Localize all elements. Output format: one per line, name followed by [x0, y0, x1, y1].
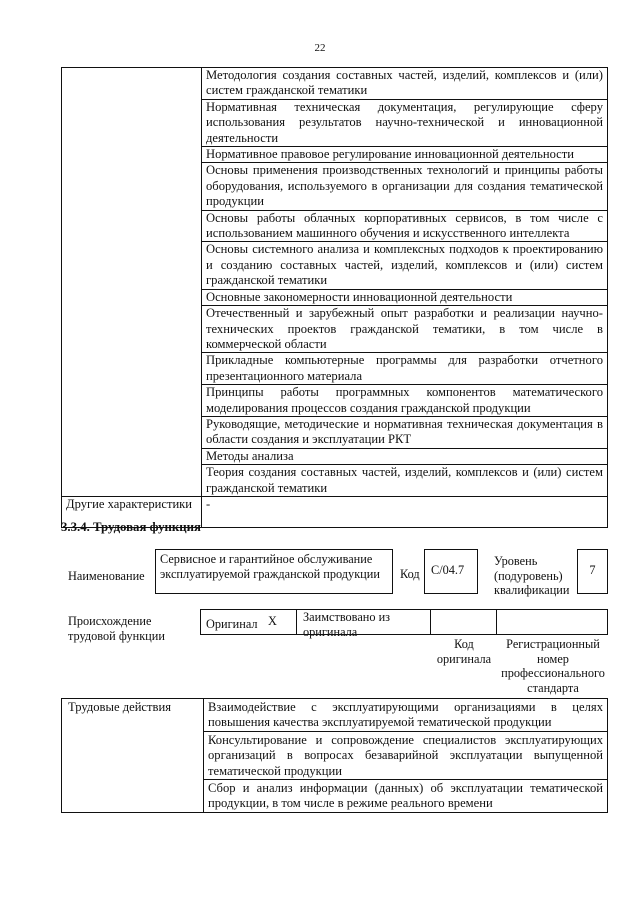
- code-value: С/04.7: [431, 563, 465, 577]
- table-cell: Отечественный и зарубежный опыт разработки и реализации научно-технических проектов гражданской тематики, в том числе в коммерческой области: [202, 306, 608, 353]
- code-box: [424, 549, 478, 594]
- table-row: [62, 68, 608, 100]
- level-label: Уровень (подуровень) квалификации: [494, 554, 570, 597]
- table-cell: Нормативная техническая документация, регулирующие сферу использования результатов научно-технической и инновационной деятельности: [202, 99, 608, 146]
- table-cell: Прикладные компьютерные программы для разработки отчетного презентационного материала: [202, 353, 608, 385]
- divider: [496, 609, 497, 635]
- borrowed-label: Заимствовано из оригинала: [303, 610, 391, 639]
- origin-code-caption: Код оригинала: [436, 637, 492, 666]
- table-row: [62, 699, 608, 732]
- code-label: Код: [400, 567, 420, 581]
- table-cell: Методология создания составных частей, изделий, комплексов и (или) систем гражданской тематики: [202, 68, 608, 100]
- table-cell: Консультирование и сопровождение специалистов эксплуатирующих организаций в вопросах безаварийной эксплуатации выпущенной тематической продукции: [204, 731, 608, 779]
- section-title: 3.3.4. Трудовая функция: [61, 520, 201, 534]
- origin-label: Происхождение трудовой функции: [68, 614, 165, 643]
- table-cell: Основные закономерности инновационной деятельности: [202, 289, 608, 305]
- table-cell: Основы работы облачных корпоративных сервисов, в том числе с использованием машинного обучения и искусственного интеллекта: [202, 210, 608, 242]
- reg-number-caption: Регистрационный номер профессионального стандарта: [501, 637, 605, 695]
- actions-label: Трудовые действия: [62, 699, 204, 813]
- level-box: [577, 549, 608, 594]
- table-cell: Принципы работы программных компонентов математического моделирования процессов создания гражданской продукции: [202, 385, 608, 417]
- level-value: 7: [589, 563, 596, 577]
- page-number: 22: [314, 42, 326, 54]
- table-cell: Сбор и анализ информации (данных) об эксплуатации тематической продукции, в том числе в режиме реального времени: [204, 780, 608, 813]
- table-cell: Основы применения производственных технологий и принципы работы оборудования, используемого в организации для создания тематической продукции: [202, 163, 608, 210]
- table-cell: Нормативное правовое регулирование инновационной деятельности: [202, 147, 608, 163]
- name-label: Наименование: [68, 569, 145, 583]
- table-cell: Руководящие, методические и нормативная техническая документация в области создания и эксплуатации РКТ: [202, 416, 608, 448]
- table-cell: Методы анализа: [202, 448, 608, 464]
- other-characteristics-value: -: [202, 496, 608, 527]
- table-cell: Теория создания составных частей, изделий, комплексов и (или) систем гражданской тематики: [202, 465, 608, 497]
- divider: [430, 609, 431, 635]
- table-cell: Основы системного анализа и комплексных подходов к проектированию и созданию составных частей, изделий, комплексов и (или) систем гражданской тематики: [202, 242, 608, 289]
- function-name-box: [155, 549, 393, 594]
- table-cell: Взаимодействие с эксплуатирующими организациями в целях повышения качества эксплуатируемой тематической продукции: [204, 699, 608, 732]
- original-label: Оригинал: [206, 617, 258, 631]
- other-characteristics-label: Другие характеристики: [62, 496, 202, 527]
- table-label-cell: [62, 68, 202, 497]
- original-mark: X: [268, 614, 277, 628]
- divider: [296, 609, 297, 635]
- knowledge-table: [61, 67, 608, 528]
- actions-table: [61, 698, 608, 813]
- function-name: Сервисное и гарантийное обслуживание эксплуатируемой гражданской продукции: [160, 552, 380, 581]
